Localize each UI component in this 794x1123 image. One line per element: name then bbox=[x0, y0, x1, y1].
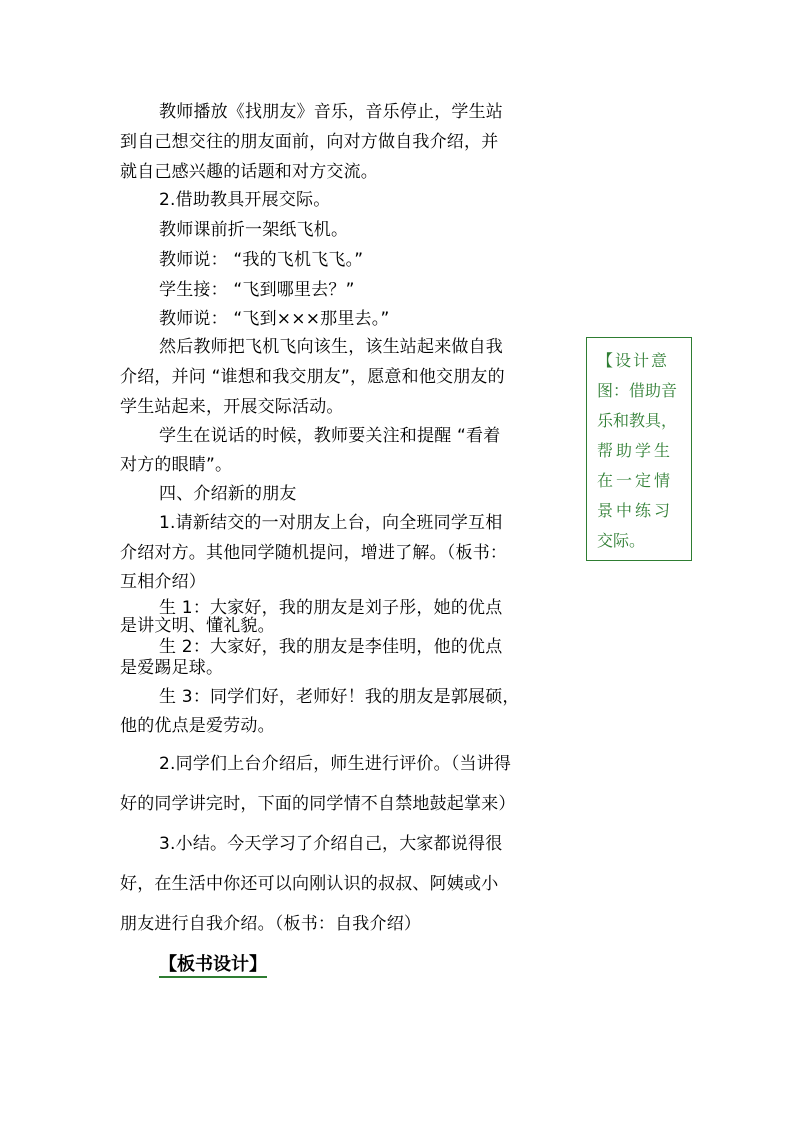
paragraph-line: 就自己感兴趣的话题和对方交流。 bbox=[120, 162, 378, 182]
section-heading: 四、介绍新的朋友 bbox=[159, 484, 297, 504]
paragraph-line: 学生站起来，开展交际活动。 bbox=[120, 397, 344, 417]
dialogue-line: 教师说： “我的飞机飞飞。” bbox=[159, 250, 364, 270]
paragraph-line: 3.小结。今天学习了介绍自己，大家都说得很 bbox=[159, 834, 503, 854]
note-line: 在一定情 bbox=[597, 471, 674, 490]
paragraph-line: 好，在生活中你还可以向刚认识的叔叔、阿姨或小 bbox=[120, 874, 499, 894]
dialogue-line: 学生接： “飞到哪里去？” bbox=[159, 280, 355, 300]
board-design-heading bbox=[159, 953, 267, 977]
section-item: 2.借助教具开展交际。 bbox=[159, 190, 331, 210]
paragraph-line: 互相介绍） bbox=[120, 572, 206, 592]
paragraph-line: 介绍对方。其他同学随机提问，增进了解。（板书： bbox=[120, 543, 508, 563]
dialogue-line: 生 3：同学们好，老师好！我的朋友是郭展硕， bbox=[159, 687, 520, 707]
dialogue-line: 生 1：大家好，我的朋友是刘子彤，她的优点 bbox=[159, 598, 503, 618]
paragraph-line: 教师课前折一架纸飞机。 bbox=[159, 220, 349, 240]
paragraph-line: 2.同学们上台介绍后，师生进行评价。（当讲得 bbox=[159, 754, 512, 774]
paragraph-line: 朋友进行自我介绍。（板书：自我介绍） bbox=[120, 914, 422, 934]
paragraph-line: 到自己想交往的朋友面前，向对方做自我介绍，并 bbox=[120, 132, 499, 152]
paragraph-line: 1.请新结交的一对朋友上台，向全班同学互相 bbox=[159, 513, 503, 533]
paragraph-line: 学生在说话的时候，教师要关注和提醒 “看着 bbox=[159, 426, 501, 446]
note-line: 交际。 bbox=[597, 531, 646, 550]
paragraph-line: 教师播放《找朋友》音乐，音乐停止，学生站 bbox=[159, 102, 503, 122]
note-line: 景中练习 bbox=[597, 501, 674, 520]
note-line: 乐和教具， bbox=[597, 411, 678, 430]
board-design-title: 【板书设计】 bbox=[159, 954, 267, 978]
dialogue-line: 是讲文明、懂礼貌。 bbox=[120, 616, 275, 636]
dialogue-line: 他的优点是爱劳动。 bbox=[120, 716, 275, 736]
paragraph-line: 介绍，并问 “谁想和我交朋友”，愿意和他交朋友的 bbox=[120, 367, 505, 387]
note-line: 图：借助音 bbox=[597, 381, 678, 400]
paragraph-line: 好的同学讲完时，下面的同学情不自禁地鼓起掌来） bbox=[120, 794, 516, 814]
dialogue-line: 教师说： “飞到×××那里去。” bbox=[159, 309, 390, 329]
design-intent-note bbox=[586, 337, 692, 561]
note-line: 帮助学生 bbox=[597, 441, 674, 460]
paragraph-line: 然后教师把飞机飞向该生，该生站起来做自我 bbox=[159, 337, 503, 357]
dialogue-line: 是爱踢足球。 bbox=[120, 658, 224, 678]
dialogue-line: 生 2：大家好，我的朋友是李佳明，他的优点 bbox=[159, 637, 503, 657]
paragraph-line: 对方的眼睛”。 bbox=[120, 455, 233, 475]
note-line: 【设计意 bbox=[597, 351, 670, 370]
